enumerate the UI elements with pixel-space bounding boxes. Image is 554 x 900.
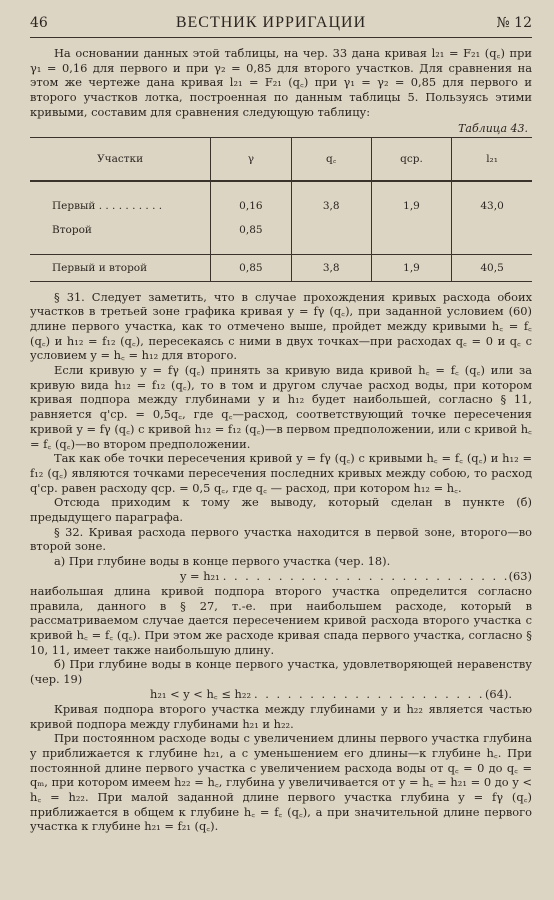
equation-64 [30,687,532,702]
data-table [30,137,532,282]
table-cell: Первый и второй [30,254,211,281]
table-row [30,218,532,242]
table-header: Участки [30,137,211,181]
paragraph: При постоянном расходе воды с увеличением длины первого участка глубина y приближается к глубине h₂₁, а с уменьшением его длины—к глубине h꜀. При постоянной длине первого участка с увеличением расхода воды от q꜀ = 0 до q꜀ = qₘ, при котором имеем h₂₂ = h꜀, глубина y увеличивается от y = h꜀ = h₂₁ = 0 до y < h꜀ = h₂₂. При малой заданной длине первого участка глубина y = fγ (q꜀) приближается в общем к глубине h꜀ = f꜀ (q꜀), а при значительной длине первого участка к глубине h₂₁ = f₂₁ (q꜀). [30,731,532,834]
table-cell: 1,9 [371,254,451,281]
page-header [30,14,532,34]
paragraph-section-31: § 31. Следует заметить, что в случае прохождения кривых расхода обоих участков в третьей зоне графика кривая y = fγ (q꜀), при заданной условием (60) длине первого участка, как то отмечено выше, пройдет между кривыми h꜀ = f꜀ (q꜀) и h₁₂ = f₁₂ (q꜀), пересекаясь с ними в двух точках—при расходах q꜀ = 0 и q꜀ с условием y = h꜀ = h₁₂ для второго. [30,289,532,363]
table-cell: 0,16 [211,194,291,218]
equation-number: (64). [484,686,512,701]
table-row [30,194,532,218]
issue-number: № 12 [496,15,532,31]
table-cell [371,218,451,242]
table-header: q꜀ [291,137,371,181]
table-header-row [30,137,532,181]
table-cell: 43,0 [452,194,532,218]
table-cell: 40,5 [452,254,532,281]
paragraph: Если кривую y = fγ (q꜀) принять за кривую вида кривой h꜀ = f꜀ (q꜀) или за кривую вида h₁₂ = f₁₂ (q꜀), то в том и другом случае расход воды, при котором кривая подпора между глубинами y и h₁₂ будет наибольшей, согласно § 11, равняется q'ср. = 0,5q꜀, где q꜀—расход, соответствующий точке пересечения кривой y = fγ (q꜀) с кривой h₁₂ = f₁₂ (q꜀)—в первом предположении, или с кривой h꜀ = f꜀ (q꜀)—во втором предположении. [30,363,532,451]
table-spacer [30,181,532,194]
paragraph-case-a: а) При глубине воды в конце первого участка (чер. 18). [54,554,391,569]
paragraph-section-32: § 32. Кривая расхода первого участка находится в первой зоне, второго—во второй зоне. [30,524,532,554]
table-header: qср. [371,137,451,181]
table-cell: 0,85 [211,254,291,281]
table-cell: 3,8 [291,254,371,281]
header-rule [30,37,532,38]
paragraph-case-b: б) При глубине воды в конце первого участка, удовлетворяющей неравенству (чер. 19) [30,657,532,687]
table-total-row [30,254,532,281]
table-cell: 3,8 [291,194,371,218]
equation-expression: h₂₁ < y < h꜀ ≤ h₂₂ [150,686,252,701]
table-cell: 0,85 [211,218,291,242]
paragraph: Отсюда приходим к тому же выводу, который сделан в пункте (б) предыдущего параграфа. [30,495,532,525]
page-number: 46 [30,15,48,31]
table-cell: 1,9 [371,194,451,218]
equation-expression: y = h₂₁ [180,568,220,583]
table-header: l₂₁ [452,137,532,181]
equation-63 [30,569,532,584]
table-header: γ [211,137,291,181]
table-cell: Второй [30,218,211,242]
table-cell [291,218,371,242]
journal-title: ВЕСТНИК ИРРИГАЦИИ [175,14,367,31]
leader-dots [220,569,509,584]
paragraph: Так как обе точки пересечения кривой y = fγ (q꜀) с кривыми h꜀ = f꜀ (q꜀) и h₁₂ = f₁₂ (q꜀) являются точками пересечения последних кривых между собою, то расход q'ср. равен расходу qср. = 0,5 q꜀, где q꜀ — расход, при котором h₁₂ = h꜀. [30,451,532,495]
paragraph: Кривая подпора второго участка между глубинами y и h₂₂ является частью кривой подпора между глубинами h₂₁ и h₂₂. [30,701,532,731]
table-spacer [30,242,532,255]
leader-dots [251,687,485,702]
table-cell: Первый . . . . . . . . . . [30,194,211,218]
table-cell [452,218,532,242]
equation-number: (63) [508,568,532,583]
paragraph-intro: На основании данных этой таблицы, на чер. 33 дана кривая l₂₁ = F₂₁ (q꜀) при γ₁ = 0,16 для первого и при γ₂ = 0,85 для второго участков. Для сравнения на этом же чертеже дана кривая l₂₁ = F₂₁ (q꜀) при γ₁ = γ₂ = 0,85 для первого и второго участков лотка, построенная по данным таблицы 5. Пользуясь этими кривыми, составим для сравнения следующую таблицу: [30,46,532,119]
paragraph: наибольшая длина кривой подпора второго участка определится согласно правила, данного в § 27, т.-е. при наибольшем расходе, который в рассматриваемом случае дается пересечением кривой расхода второго участка с кривой h꜀ = f꜀ (q꜀). При этом же расходе кривая спада первого участка, согласно § 10, 11, имеет также наибольшую длину. [30,583,532,657]
table-caption: Таблица 43. [458,121,528,135]
